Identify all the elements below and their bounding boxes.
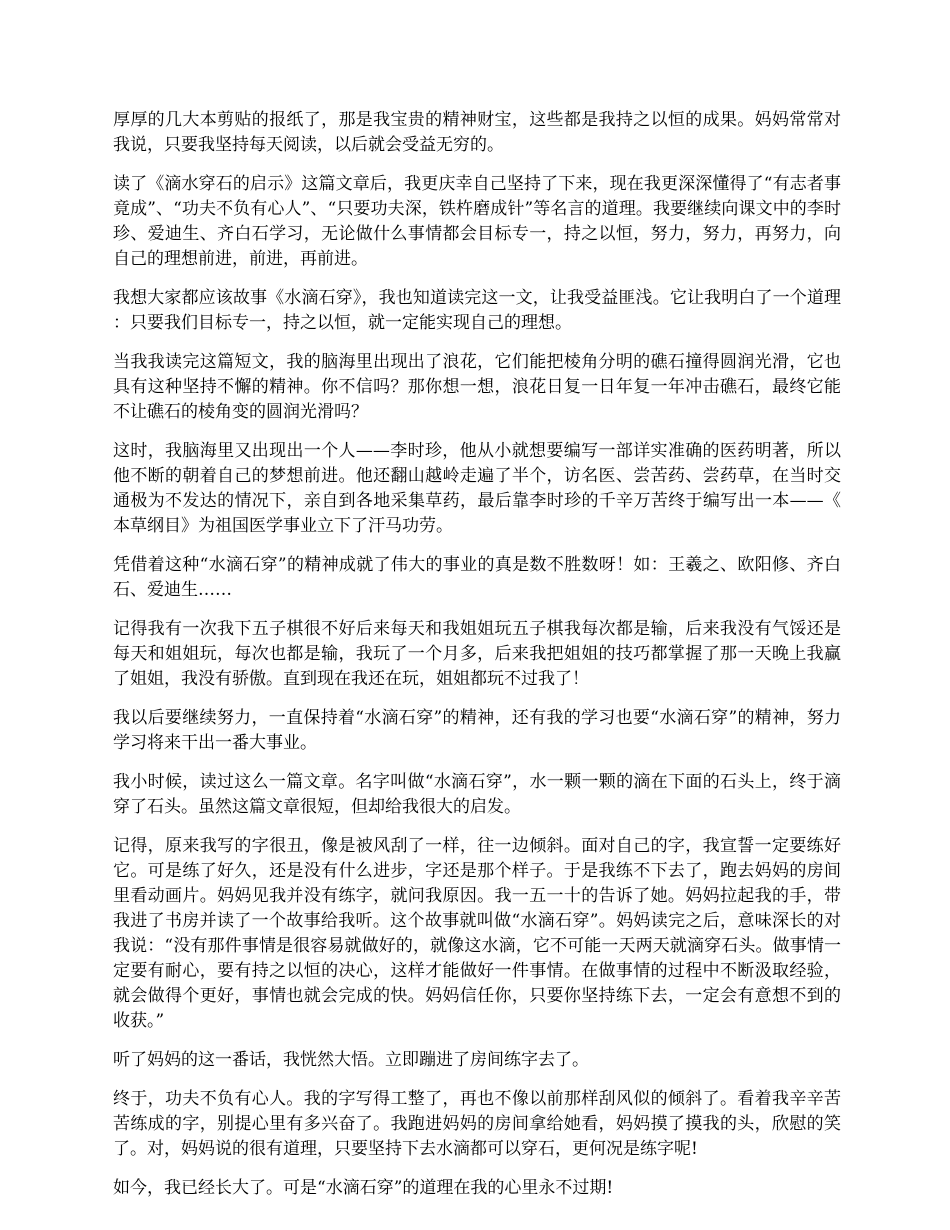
- paragraph-5: 这时，我脑海里又出现出一个人——李时珍，他从小就想要编写一部详实准确的医药明著，所以他不断的朝着自己的梦想前进。他还翻山越岭走遍了半个，访名医、尝苦药、尝药草，在当时交通极为不发达的情况下，亲自到各地采集草药，最后靠李时珍的千辛万苦终于编写出一本——《本草纲目》为祖国医学事业立下了汗马功劳。: [113, 441, 841, 536]
- paragraph-3: 我想大家都应该故事《水滴石穿》，我也知道读完这一文，让我受益匪浅。它让我明白了一个道理：只要我们目标专一，持之以恒，就一定能实现自己的理想。: [113, 288, 841, 333]
- paragraph-8: 我以后要继续努力，一直保持着“水滴石穿”的精神，还有我的学习也要“水滴石穿”的精神，努力学习将来干出一番大事业。: [113, 708, 841, 753]
- paragraph-10: 记得，原来我写的字很丑，像是被风刮了一样，往一边倾斜。面对自己的字，我宣誓一定要练好它。可是练了好久，还是没有什么进步，字还是那个样子。于是我练不下去了，跑去妈妈的房间里看动画片。妈妈见我并没有练字，就问我原因。我一五一十的告诉了她。妈妈拉起我的手，带我进了书房并读了一个故事给我听。这个故事就叫做“水滴石穿”。妈妈读完之后，意味深长的对我说：“没有那件事情是很容易就做好的，就像这水滴，它不可能一天两天就滴穿石头。做事情一定要有耐心，要有持之以恒的决心，这样才能做好一件事情。在做事情的过程中不断汲取经验，就会做得个更好，事情也就会完成的快。妈妈信任你，只要你坚持练下去，一定会有意想不到的收获。”: [113, 836, 841, 1031]
- paragraph-11: 听了妈妈的这一番话，我恍然大悟。立即蹦进了房间练字去了。: [113, 1050, 589, 1070]
- paragraph-9: 我小时候，读过这么一篇文章。名字叫做“水滴石穿”，水一颗一颗的滴在下面的石头上，终于滴穿了石头。虽然这篇文章很短，但却给我很大的启发。: [113, 772, 841, 817]
- paragraph-13: 如今，我已经长大了。可是“水滴石穿”的道理在我的心里永不过期!: [113, 1178, 614, 1198]
- paragraph-1: 厚厚的几大本剪贴的报纸了，那是我宝贵的精神财宝，这些都是我持之以恒的成果。妈妈常常对我说，只要我坚持每天阅读，以后就会受益无穷的。: [113, 110, 841, 155]
- paragraph-6: 凭借着这种“水滴石穿”的精神成就了伟大的事业的真是数不胜数呀！如：王羲之、欧阳修、齐白石、爱迪生……: [113, 555, 841, 600]
- paragraph-4: 当我我读完这篇短文，我的脑海里出现出了浪花，它们能把棱角分明的礁石撞得圆润光滑，它也具有这种坚持不懈的精神。你不信吗？那你想一想，浪花日复一日年复一年冲击礁石，最终它能不让礁石的棱角变的圆润光滑吗？: [113, 352, 841, 422]
- paragraph-2: 读了《滴水穿石的启示》这篇文章后，我更庆幸自己坚持了下来，现在我更深深懂得了“有志者事竟成”、“功夫不负有心人”、“只要功夫深，铁杵磨成针”等名言的道理。我要继续向课文中的李时珍、爱迪生、齐白石学习，无论做什么事情都会目标专一，持之以恒，努力，努力，再努力，向自己的理想前进，前进，再前进。: [113, 174, 841, 269]
- paragraph-12: 终于，功夫不负有心人。我的字写得工整了，再也不像以前那样刮风似的倾斜了。看着我辛辛苦苦练成的字，别提心里有多兴奋了。我跑进妈妈的房间拿给她看，妈妈摸了摸我的头，欣慰的笑了。对，妈妈说的很有道理，只要坚持下去水滴都可以穿石，更何况是练字呢!: [113, 1089, 841, 1159]
- paragraph-7: 记得我有一次我下五子棋很不好后来每天和我姐姐玩五子棋我每次都是输，后来我没有气馁还是每天和姐姐玩，每次也都是输，我玩了一个月多，后来我把姐姐的技巧都掌握了那一天晚上我赢了姐姐，我没有骄傲。直到现在我还在玩，姐姐都玩不过我了！: [113, 619, 841, 689]
- document-body: [113, 108, 841, 1215]
